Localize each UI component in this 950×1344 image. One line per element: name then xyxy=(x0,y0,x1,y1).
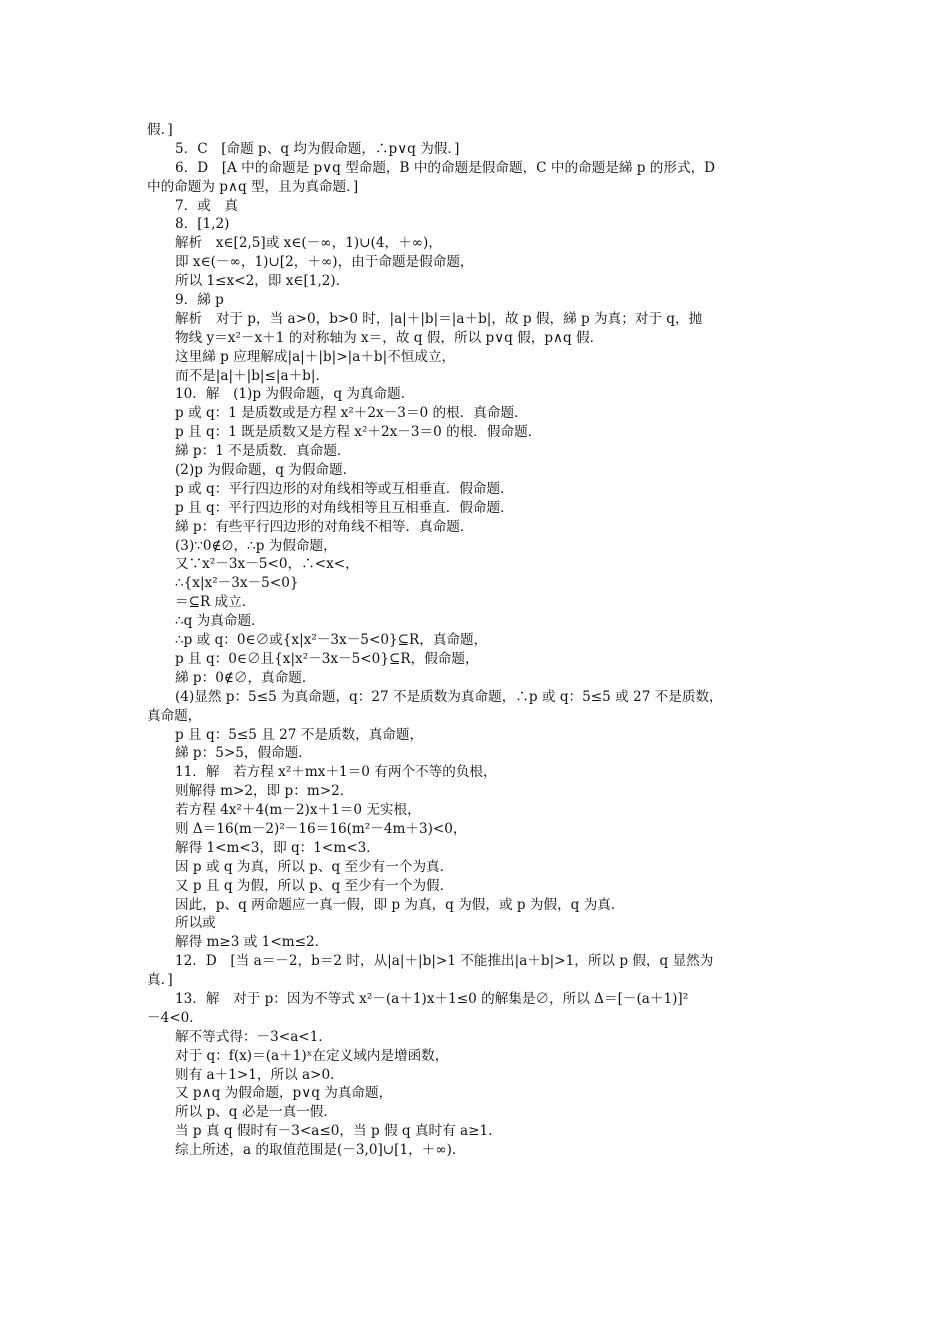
text-line: ∴p 或 q：0∈∅或{x|x²－3x－5<0}⊆R，真命题， xyxy=(175,632,488,649)
text-line: 10．解 (1)p 为假命题，q 为真命题． xyxy=(175,386,415,403)
text-line: 解析 对于 p，当 a>0，b>0 时，|a|＋|b|＝|a＋b|，故 p 假，綈 p 为真；对于 q，抛 xyxy=(175,310,703,327)
text-line: 当 p 真 q 假时有－3<a≤0，当 p 假 q 真时有 a≥1． xyxy=(175,1123,502,1140)
text-line: 綈 p：0∉∅，真命题． xyxy=(175,669,316,686)
text-line: (3)∵0∉∅，∴p 为假命题， xyxy=(175,537,337,554)
text-line: 9．綈 p xyxy=(175,292,224,309)
text-line: 真命题， xyxy=(147,707,202,724)
text-line: 则解得 m>2，即 p：m>2． xyxy=(175,783,354,800)
text-line: 中的命题为 p∧q 型，且为真命题．] xyxy=(147,178,359,195)
text-line: p 且 q：1 既是质数又是方程 x²＋2x－3＝0 的根．假命题． xyxy=(175,424,542,441)
text-line: 综上所述，a 的取值范围是(－3,0]∪[1，＋∞)． xyxy=(175,1142,466,1159)
text-line: 解析 x∈[2,5]或 x∈(－∞，1)∪(4，＋∞)， xyxy=(175,235,442,252)
text-line: 对于 q：f(x)＝(a＋1)ˣ在定义域内是增函数， xyxy=(175,1047,449,1064)
text-line: 假．] xyxy=(147,122,173,138)
text-line: －4<0． xyxy=(147,1009,203,1026)
text-line: 解得 1<m<3，即 q：1<m<3． xyxy=(175,839,380,856)
text-line: 即 x∈(－∞，1)∪[2，＋∞)，由于命题是假命题， xyxy=(175,254,474,271)
text-line: p 或 q：平行四边形的对角线相等或互相垂直．假命题． xyxy=(175,480,514,497)
text-line: 所以 1≤x<2，即 x∈[1,2)． xyxy=(175,273,350,290)
text-line: 因此，p、q 两命题应一真一假，即 p 为真，q 为假，或 p 为假，q 为真． xyxy=(175,896,625,913)
text-line: 物线 y＝x²－x＋1 的对称轴为 x＝，故 q 假，所以 p∨q 假，p∧q 假． xyxy=(175,329,604,346)
text-line: 若方程 4x²＋4(m－2)x＋1＝0 无实根， xyxy=(175,802,421,819)
text-line: (2)p 为假命题，q 为假命题． xyxy=(175,462,357,479)
text-line: 綈 p：有些平行四边形的对角线不相等．真命题． xyxy=(175,518,474,535)
text-line: 又 p 且 q 为假，所以 p、q 至少有一个为假． xyxy=(175,877,454,894)
text-line: p 或 q：1 是质数或是方程 x²＋2x－3＝0 的根．真命题． xyxy=(175,405,528,422)
text-line: 12．D [当 a＝－2，b＝2 时，从|a|＋|b|>1 不能推出|a＋b|>1，所以 p 假，q 显然为 xyxy=(175,953,714,970)
text-line: 解得 m≥3 或 1<m≤2． xyxy=(175,934,329,951)
text-line: 綈 p：5>5，假命题． xyxy=(175,745,312,762)
document-page xyxy=(147,121,809,1160)
text-line: 8．[1,2) xyxy=(175,216,230,233)
text-line: 因 p 或 q 为真，所以 p、q 至少有一个为真． xyxy=(175,858,454,875)
text-line: 解不等式得：－3<a<1． xyxy=(175,1028,332,1045)
text-line: 11．解 若方程 x²＋mx＋1＝0 有两个不等的负根， xyxy=(175,764,497,781)
text-line: 所以 p、q 必是一真一假． xyxy=(175,1104,337,1121)
text-line: 13．解 对于 p：因为不等式 x²－(a＋1)x＋1≤0 的解集是∅，所以 Δ＝[－(a＋1)]² xyxy=(175,990,689,1007)
text-line: 5．C [命题 p、q 均为假命题，∴p∨q 为假．] xyxy=(175,140,460,157)
text-line: 7．或 真 xyxy=(175,197,239,214)
text-line: 6．D [A 中的命题是 p∨q 型命题，B 中的命题是假命题，C 中的命题是綈 p 的形式，D xyxy=(175,159,716,176)
text-line: p 且 q：平行四边形的对角线相等且互相垂直．假命题． xyxy=(175,499,514,516)
text-line: ∴q 为真命题． xyxy=(175,613,265,630)
text-line: p 且 q：0∈∅且{x|x²－3x－5<0}⊆R，假命题， xyxy=(175,650,479,667)
text-line: 所以或 xyxy=(175,915,216,932)
text-line: 而不是|a|＋|b|≤|a＋b|． xyxy=(175,367,330,384)
text-line: 则有 a＋1>1，所以 a>0． xyxy=(175,1066,344,1083)
text-line: 又∵x²－3x－5<0，∴<x<， xyxy=(175,556,359,573)
text-line: 这里綈 p 应理解成|a|＋|b|>|a＋b|不恒成立， xyxy=(175,348,456,365)
text-line: 綈 p：1 不是质数．真命题． xyxy=(175,443,351,460)
text-line: 真．] xyxy=(147,972,173,989)
text-line: p 且 q：5≤5 且 27 不是质数，真命题， xyxy=(175,726,424,743)
text-line: 则 Δ＝16(m－2)²－16＝16(m²－4m＋3)<0， xyxy=(175,820,467,837)
text-line: (4)显然 p：5≤5 为真命题，q：27 不是质数为真命题，∴p 或 q：5≤5 或 27 不是质数， xyxy=(175,688,723,705)
text-line: ∴{x|x²－3x－5<0} xyxy=(175,575,299,592)
text-line: ＝⊆R 成立． xyxy=(175,594,256,611)
text-line: 又 p∧q 为假命题，p∨q 为真命题， xyxy=(175,1085,393,1102)
